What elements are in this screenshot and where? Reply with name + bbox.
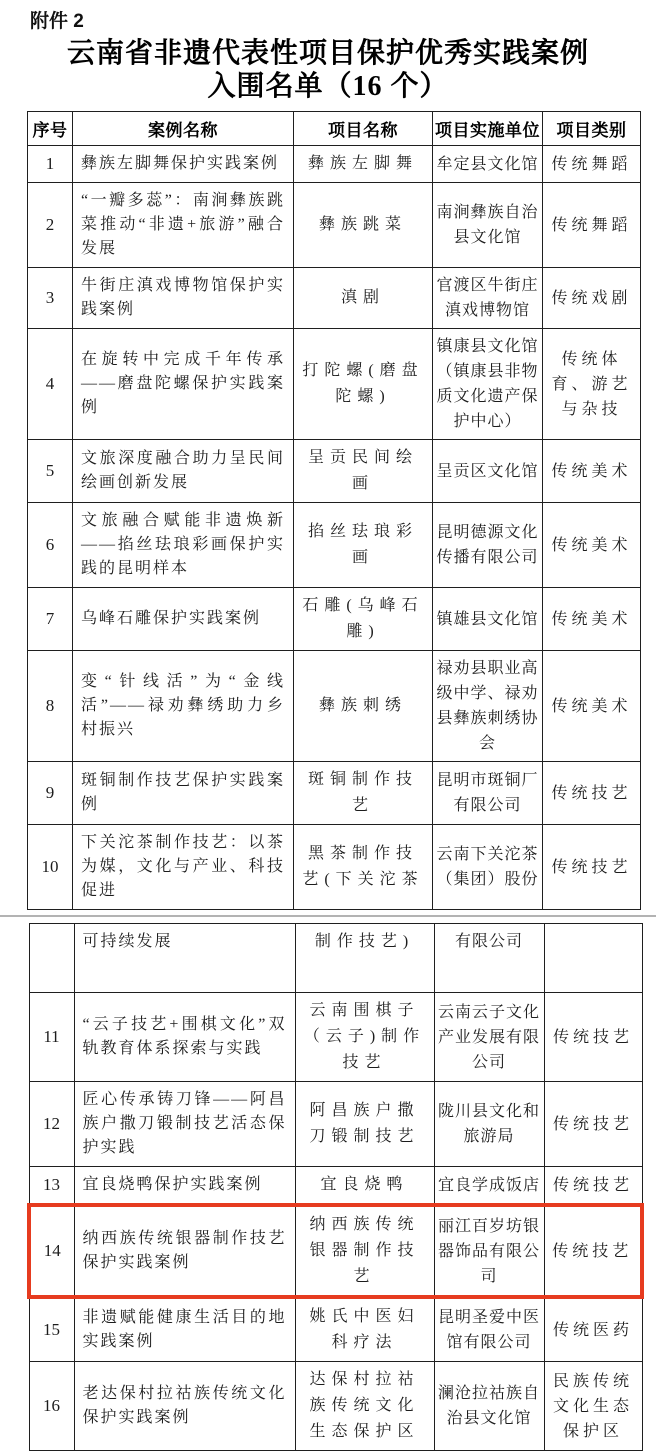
cell-no: 16 [29,1362,74,1451]
cell-project-name: 云南围棋子（云子)制作技艺 [295,993,434,1082]
cell-project-category: 传统戏剧 [543,268,641,329]
page-title-line2: 入围名单（16 个） [207,71,449,102]
cell-project-category: 传统舞蹈 [543,146,641,183]
table-row [29,1167,642,1206]
cell-project-category: 传统美术 [543,588,641,651]
cell-case-name: 在旋转中完成千年传承——磨盘陀螺保护实践案例 [73,329,294,440]
cell-implementing-unit: 云南云子文化产业发展有限公司 [434,993,544,1082]
cell-case-name: 文旅融合赋能非遗焕新——掐丝珐琅彩画保护实践的昆明样本 [73,503,294,588]
cell-project-category: 传统美术 [543,651,641,762]
cell-no: 14 [29,1205,74,1297]
cell-project-name: 黑茶制作技艺(下关沱茶 [294,825,433,910]
cell-no: 10 [28,825,73,910]
column-header-1: 案例名称 [73,112,294,146]
column-header-2: 项目名称 [294,112,433,146]
cell-project-name: 掐丝珐琅彩画 [294,503,433,588]
cell-project-category: 传统技艺 [544,1167,642,1206]
table-row [29,924,642,993]
cell-implementing-unit: 昆明市斑铜厂有限公司 [433,762,543,825]
cell-no: 12 [29,1082,74,1167]
cell-project-category: 民族传统文化生态保护区 [544,1362,642,1451]
table-row [28,146,641,183]
cell-case-name: 斑铜制作技艺保护实践案例 [73,762,294,825]
cell-project-category: 传统技艺 [544,1082,642,1167]
page-title [10,37,646,103]
cell-case-name: 纳西族传统银器制作技艺保护实践案例 [74,1205,295,1297]
cell-case-name: 牛街庄滇戏博物馆保护实践案例 [73,268,294,329]
cell-case-name: 老达保村拉祜族传统文化保护实践案例 [74,1362,295,1451]
page-title-line1: 云南省非遗代表性项目保护优秀实践案例 [66,38,589,69]
page-break-divider [0,915,656,917]
cell-case-name: 匠心传承铸刀锋——阿昌族户撒刀锻制技艺活态保护实践 [74,1082,295,1167]
cell-implementing-unit: 丽江百岁坊银器饰品有限公司 [434,1205,544,1297]
cell-case-name: 宜良烧鸭保护实践案例 [74,1167,295,1206]
cell-implementing-unit: 澜沧拉祜族自治县文化馆 [434,1362,544,1451]
cell-no: 5 [28,440,73,503]
cell-case-name: 非遗赋能健康生活目的地实践案例 [74,1297,295,1362]
cell-no: 11 [29,993,74,1082]
cell-implementing-unit: 镇雄县文化馆 [433,588,543,651]
cell-project-name: 彝族跳菜 [294,183,433,268]
table-row [28,588,641,651]
table-row [28,762,641,825]
cell-project-category: 传统体育、游艺与杂技 [543,329,641,440]
cell-project-category: 传统技艺 [543,825,641,910]
cell-project-category: 传统技艺 [543,762,641,825]
table-body-page1 [28,146,641,910]
cell-case-name: 文旅深度融合助力呈民间绘画创新发展 [73,440,294,503]
cell-project-category [544,924,642,993]
cell-project-name: 斑铜制作技艺 [294,762,433,825]
cell-case-name: “云子技艺+围棋文化”双轨教育体系探索与实践 [74,993,295,1082]
table-row [28,825,641,910]
table-row [29,1362,642,1451]
table-row [28,329,641,440]
table-row [29,993,642,1082]
cell-no: 2 [28,183,73,268]
cell-no: 1 [28,146,73,183]
cell-implementing-unit: 云南下关沱茶（集团）股份 [433,825,543,910]
cell-project-name: 彝族左脚舞 [294,146,433,183]
cell-case-name: 变“针线活”为“金线活”——禄劝彝绣助力乡村振兴 [73,651,294,762]
cell-case-name: 可持续发展 [74,924,295,993]
cell-implementing-unit: 南涧彝族自治县文化馆 [433,183,543,268]
cell-implementing-unit: 禄劝县职业高级中学、禄劝县彝族刺绣协会 [433,651,543,762]
cell-implementing-unit: 呈贡区文化馆 [433,440,543,503]
cell-implementing-unit: 镇康县文化馆（镇康县非物质文化遗产保护中心） [433,329,543,440]
table-header-row [28,112,641,146]
cell-no: 15 [29,1297,74,1362]
cell-project-category: 传统技艺 [544,1205,642,1297]
cell-no: 3 [28,268,73,329]
cases-table-page2 [27,923,644,1451]
cell-project-name: 宜良烧鸭 [295,1167,434,1206]
cell-case-name: 彝族左脚舞保护实践案例 [73,146,294,183]
cell-project-category: 传统技艺 [544,993,642,1082]
attachment-label: 附件 2 [30,11,84,32]
cell-implementing-unit: 昆明德源文化传播有限公司 [433,503,543,588]
table-row [28,440,641,503]
cell-project-name: 制作技艺) [295,924,434,993]
cell-no: 6 [28,503,73,588]
cell-project-name: 纳西族传统银器制作技艺 [295,1205,434,1297]
cell-no: 8 [28,651,73,762]
cell-project-category: 传统美术 [543,503,641,588]
column-header-4: 项目类别 [543,112,641,146]
cell-no: 7 [28,588,73,651]
table-row [28,503,641,588]
cell-project-name: 滇剧 [294,268,433,329]
cell-implementing-unit: 有限公司 [434,924,544,993]
cell-project-category: 传统医药 [544,1297,642,1362]
cell-project-name: 达保村拉祜族传统文化生态保护区 [295,1362,434,1451]
cases-table-page1 [27,111,641,910]
cell-project-category: 传统美术 [543,440,641,503]
cell-no: 4 [28,329,73,440]
cell-project-name: 阿昌族户撒刀锻制技艺 [295,1082,434,1167]
cell-project-name: 姚氏中医妇科疗法 [295,1297,434,1362]
cell-project-name: 石雕(乌峰石雕) [294,588,433,651]
table-row [29,1297,642,1362]
table-row [28,183,641,268]
column-header-0: 序号 [28,112,73,146]
cell-case-name: 下关沱茶制作技艺：以茶为媒，文化与产业、科技促进 [73,825,294,910]
header-row [28,112,641,146]
table-row [28,268,641,329]
document-page [0,6,656,1440]
cell-case-name: “一瓣多蕊”：南涧彝族跳菜推动“非遗+旅游”融合发展 [73,183,294,268]
cell-no [29,924,74,993]
cell-no: 13 [29,1167,74,1206]
cell-project-name: 彝族刺绣 [294,651,433,762]
cell-project-name: 打陀螺(磨盘陀螺) [294,329,433,440]
cell-case-name: 乌峰石雕保护实践案例 [73,588,294,651]
cell-implementing-unit: 宜良学成饭店 [434,1167,544,1206]
cell-no: 9 [28,762,73,825]
table-row-highlighted [29,1205,642,1297]
cell-project-name: 呈贡民间绘画 [294,440,433,503]
cell-implementing-unit: 官渡区牛街庄滇戏博物馆 [433,268,543,329]
table-body-page2 [29,924,642,1451]
table-row [29,1082,642,1167]
cell-implementing-unit: 陇川县文化和旅游局 [434,1082,544,1167]
cell-project-category: 传统舞蹈 [543,183,641,268]
cell-implementing-unit: 牟定县文化馆 [433,146,543,183]
table-row [28,651,641,762]
column-header-3: 项目实施单位 [433,112,543,146]
cell-implementing-unit: 昆明圣爱中医馆有限公司 [434,1297,544,1362]
